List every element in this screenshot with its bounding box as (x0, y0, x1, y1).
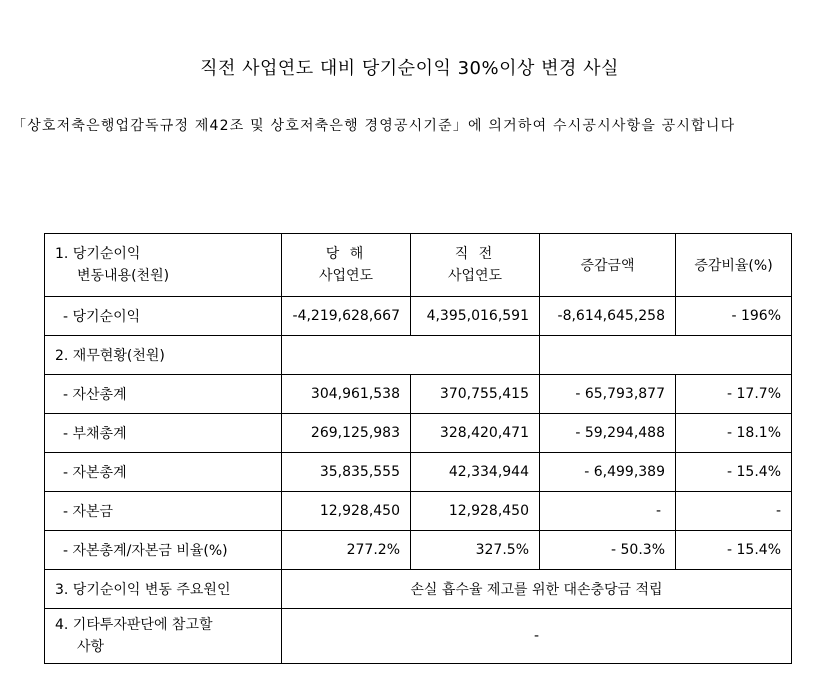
row-current: 35,835,555 (282, 453, 411, 492)
row-previous: 327.5% (411, 531, 540, 570)
header-category-line1: 1. 당기순이익 (55, 246, 141, 262)
row-change: - 59,294,488 (540, 414, 676, 453)
row-current: 269,125,983 (282, 414, 411, 453)
row-label: - 자산총계 (63, 387, 127, 403)
row-change: - (540, 492, 676, 531)
header-category-line2: 변동내용(천원) (77, 268, 170, 284)
row-rate: - (676, 492, 792, 531)
row-current: 12,928,450 (282, 492, 411, 531)
header-change-rate: 증감비율(%) (676, 234, 792, 297)
row-label: - 부채총계 (63, 426, 127, 442)
section3-value: 손실 흡수율 제고를 위한 대손충당금 적립 (282, 570, 792, 609)
table-row-section4 (45, 609, 792, 664)
financial-table (44, 233, 792, 664)
section4-label-line2: 사항 (77, 639, 105, 655)
table-row-net-income (45, 297, 792, 336)
header-current-line2: 사업연도 (318, 268, 374, 284)
net-income-previous: 4,395,016,591 (411, 297, 540, 336)
row-label: - 자본금 (63, 504, 114, 520)
row-change: - 6,499,389 (540, 453, 676, 492)
row-previous: 328,420,471 (411, 414, 540, 453)
section2-empty-b (540, 336, 792, 375)
net-income-rate: - 196% (676, 297, 792, 336)
net-income-current: -4,219,628,667 (282, 297, 411, 336)
table-row (45, 531, 792, 570)
row-previous: 12,928,450 (411, 492, 540, 531)
row-rate: - 15.4% (676, 453, 792, 492)
header-change-amount: 증감금액 (540, 234, 676, 297)
row-rate: - 17.7% (676, 375, 792, 414)
net-income-change: -8,614,645,258 (540, 297, 676, 336)
row-previous: 370,755,415 (411, 375, 540, 414)
row-label: - 자본총계/자본금 비율(%) (63, 543, 228, 559)
header-previous-line1: 직 전 (454, 246, 496, 262)
row-rate: - 18.1% (676, 414, 792, 453)
table-header-row (45, 234, 792, 297)
section4-label (45, 609, 282, 664)
table-row-section3 (45, 570, 792, 609)
row-current: 277.2% (282, 531, 411, 570)
net-income-label: - 당기순이익 (63, 309, 141, 325)
table-row-section2 (45, 336, 792, 375)
section2-empty-a (282, 336, 540, 375)
table-row (45, 453, 792, 492)
section2-label: 2. 재무현황(천원) (45, 336, 282, 375)
header-current-line1: 당 해 (325, 246, 367, 262)
header-previous-year (411, 234, 540, 297)
page-title: 직전 사업연도 대비 당기순이익 30%이상 변경 사실 (200, 58, 619, 79)
row-previous: 42,334,944 (411, 453, 540, 492)
table-row (45, 375, 792, 414)
section3-label: 3. 당기순이익 변동 주요원인 (45, 570, 282, 609)
row-current: 304,961,538 (282, 375, 411, 414)
table-row (45, 492, 792, 531)
row-change: - 50.3% (540, 531, 676, 570)
row-change: - 65,793,877 (540, 375, 676, 414)
header-current-year (282, 234, 411, 297)
section4-value: - (282, 609, 792, 664)
header-previous-line2: 사업연도 (447, 268, 503, 284)
row-label: - 자본총계 (63, 465, 127, 481)
row-rate: - 15.4% (676, 531, 792, 570)
table-row (45, 414, 792, 453)
header-category (45, 234, 282, 297)
intro-text: 「상호저축은행업감독규정 제42조 및 상호저축은행 경영공시기준」에 의거하여 수시공시사항을 공시합니다 (12, 118, 736, 134)
section4-label-line1: 4. 기타투자판단에 참고할 (55, 617, 213, 633)
